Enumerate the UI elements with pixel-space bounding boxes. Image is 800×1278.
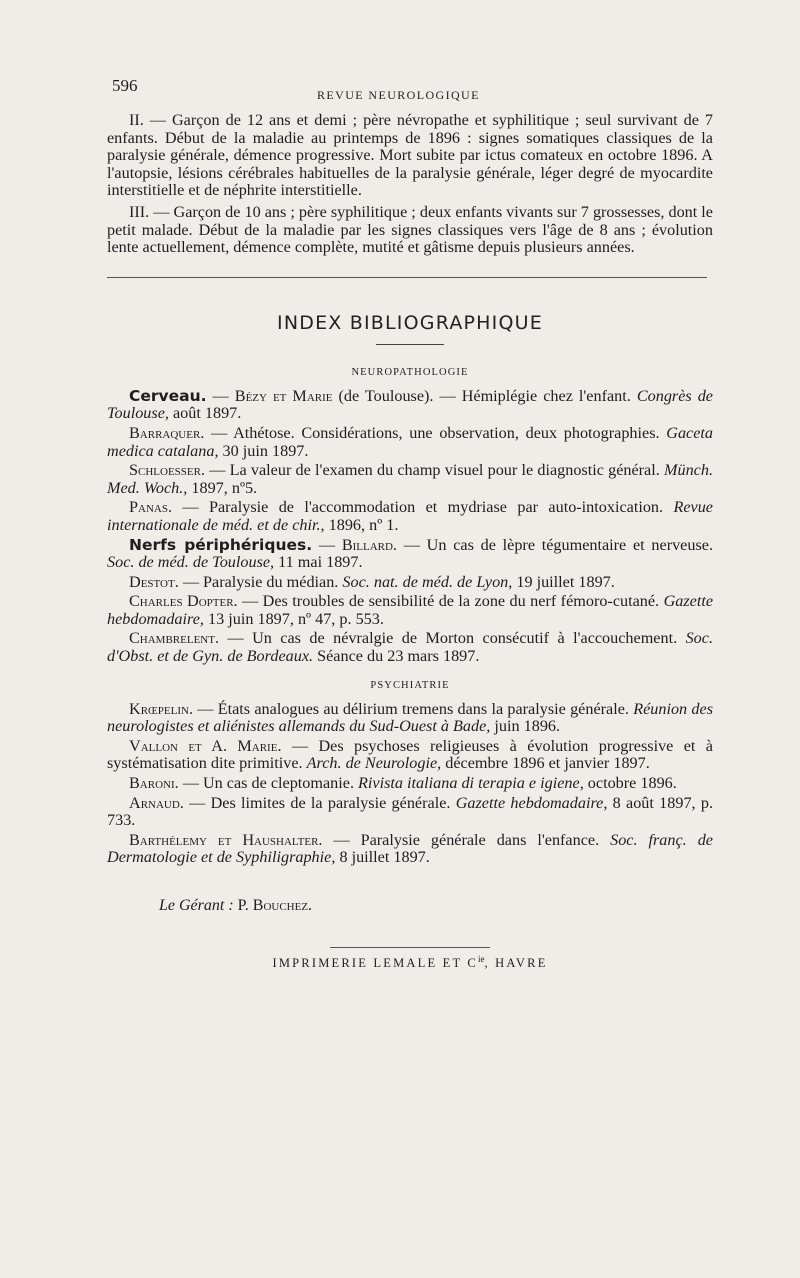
title-rule (376, 344, 444, 345)
entry-journal: Réunion des neurologistes et aliénistes allemands du Sud-Ouest à Bade, (107, 699, 713, 736)
case-report-3 (107, 204, 713, 257)
section-divider (107, 277, 707, 278)
entry-journal: Congrès de Toulouse, (107, 386, 713, 423)
entry-journal: Münch. Med. Woch., (107, 461, 713, 497)
running-title: REVUE NEUROLOGIQUE (317, 88, 480, 102)
neuro-entries (107, 388, 713, 666)
gerant-label: Le Gérant : (159, 897, 234, 914)
page-body (107, 112, 713, 971)
page-number: 596 (112, 76, 138, 95)
page-header (112, 74, 722, 104)
entry-author: Baroni. (129, 774, 179, 793)
bib-entry: Charles Dopter. — Des troubles de sensibilité de la zone du nerf fémoro-cutané. Gazette hebdomadaire, 13 juin 1897, nº 47, p. 553. (107, 592, 714, 628)
case-report-2 (107, 112, 713, 200)
entry-journal: Rivista italiana di terapia e igiene, (358, 774, 584, 793)
section-label-neuropathologie: NEUROPATHOLOGIE (351, 366, 469, 378)
entry-journal: Gazette hebdomadaire, (107, 592, 714, 628)
entry-journal: Gazette hebdomadaire, (455, 793, 608, 812)
entry-heading: Cerveau. (129, 386, 207, 405)
entry-author: Krœpelin. (129, 699, 194, 718)
entry-author: Panas. (129, 498, 172, 517)
entry-author: Billard. (341, 535, 397, 554)
entry-author: Schloesser. (129, 461, 206, 480)
entry-author: Barraquer. (129, 423, 205, 442)
section-label-psychiatrie: PSYCHIATRIE (370, 679, 450, 691)
bib-entry: Baroni. — Un cas de cleptomanie. Rivista italiana di terapia e igiene, octobre 1896. (129, 774, 677, 793)
bib-entry: Panas. — Paralysie de l'accommodation et mydriase par auto-intoxication. Revue internationale de méd. et de chir., 1896, nº 1. (107, 498, 713, 534)
bib-entry: Nerfs périphériques. — Billard. — Un cas de lèpre tégumentaire et nerveuse. Soc. de méd. de Toulouse, 11 mai 1897. (107, 535, 713, 572)
case-paragraph: II. — Garçon de 12 ans et demi ; père névropathe et syphilitique ; seul survivant de 7 enfants. Début de la maladie au printemps de 1896 : signes somatiques classiques de la paralysie générale, démence progressive. Mort subite par ictus comateux en octobre 1896. A l'autopsie, lésions cérébrales habituelles de la paralysie générale, léger degré de myocardite interstitielle et de néphrite interstitielle. (107, 111, 713, 200)
entry-author: Arnaud. (129, 793, 184, 812)
entry-journal: Soc. franç. de Dermatologie et de Syphiligraphie, (107, 830, 713, 867)
bib-entry: Vallon et A. Marie. — Des psychoses religieuses à évolution progressive et à systématisation dite primitive. Arch. de Neurologie, décembre 1896 et janvier 1897. (107, 736, 713, 773)
entry-heading: Nerfs périphériques. (129, 535, 313, 554)
printer-imprint: IMPRIMERIE LEMALE ET $C^{ie}$, HAVRE (272, 954, 548, 971)
entry-author: Barthélemy et Haushalter. (129, 830, 323, 849)
gerant-line (107, 897, 713, 915)
bib-entry: Krœpelin. — États analogues au délirium tremens dans la paralysie générale. Réunion des neurologistes et aliénistes allemands du Sud-Ouest à Bade, juin 1896. (107, 699, 713, 736)
bib-entry: Chambrelent. — Un cas de névralgie de Morton consécutif à l'accouchement. Soc. d'Obst. et de Gyn. de Bordeaux. Séance du 23 mars 1897. (107, 629, 713, 666)
bib-entry: Barraquer. — Athétose. Considérations, une observation, deux photographies. Gaceta medica catalana, 30 juin 1897. (107, 423, 713, 460)
entry-journal: Arch. de Neurologie, (306, 754, 442, 773)
entry-journal: Gaceta medica catalana, (107, 423, 713, 460)
entry-journal: Soc. nat. de méd. de Lyon, (342, 572, 513, 591)
entry-journal: Soc. de méd. de Toulouse, (107, 553, 275, 572)
bib-entry: Schloesser. — La valeur de l'examen du champ visuel pour le diagnostic général. Münch. Med. Woch., 1897, nº5. (107, 461, 713, 497)
bib-entry: Arnaud. — Des limites de la paralysie générale. Gazette hebdomadaire, 8 août 1897, p. 733. (107, 793, 713, 830)
entry-author: Destot. (129, 572, 179, 591)
gerant-name: P. Bouchez. (233, 897, 313, 914)
imprint-rule (330, 947, 490, 948)
psy-entries (107, 701, 713, 867)
entry-author: Charles Dopter. (129, 592, 238, 611)
entry-author: Bézy et Marie (234, 386, 333, 405)
entry-journal: Soc. d'Obst. et de Gyn. de Bordeaux. (107, 629, 713, 666)
bib-entry: Cerveau. — Bézy et Marie (de Toulouse). — Hémiplégie chez l'enfant. Congrès de Toulouse, août 1897. (107, 386, 713, 423)
entry-journal: Revue internationale de méd. et de chir., (107, 498, 713, 534)
bib-entry: Barthélemy et Haushalter. — Paralysie générale dans l'enfance. Soc. franç. de Dermatologie et de Syphiligraphie, 8 juillet 1897. (107, 830, 713, 867)
index-title: INDEX BIBLIOGRAPHIQUE (277, 311, 543, 334)
entry-author: Chambrelent. (129, 629, 220, 648)
entry-author: Vallon et A. Marie. (129, 736, 282, 755)
bib-entry: Destot. — Paralysie du médian. Soc. nat. de méd. de Lyon, 19 juillet 1897. (129, 572, 615, 591)
case-paragraph: III. — Garçon de 10 ans ; père syphilitique ; deux enfants vivants sur 7 grossesses, dont le petit malade. Début de la maladie par les signes classiques vers l'âge de 8 ans ; évolution lente actuellement, démence complète, mutité et gâtisme depuis plusieurs années. (107, 202, 713, 257)
